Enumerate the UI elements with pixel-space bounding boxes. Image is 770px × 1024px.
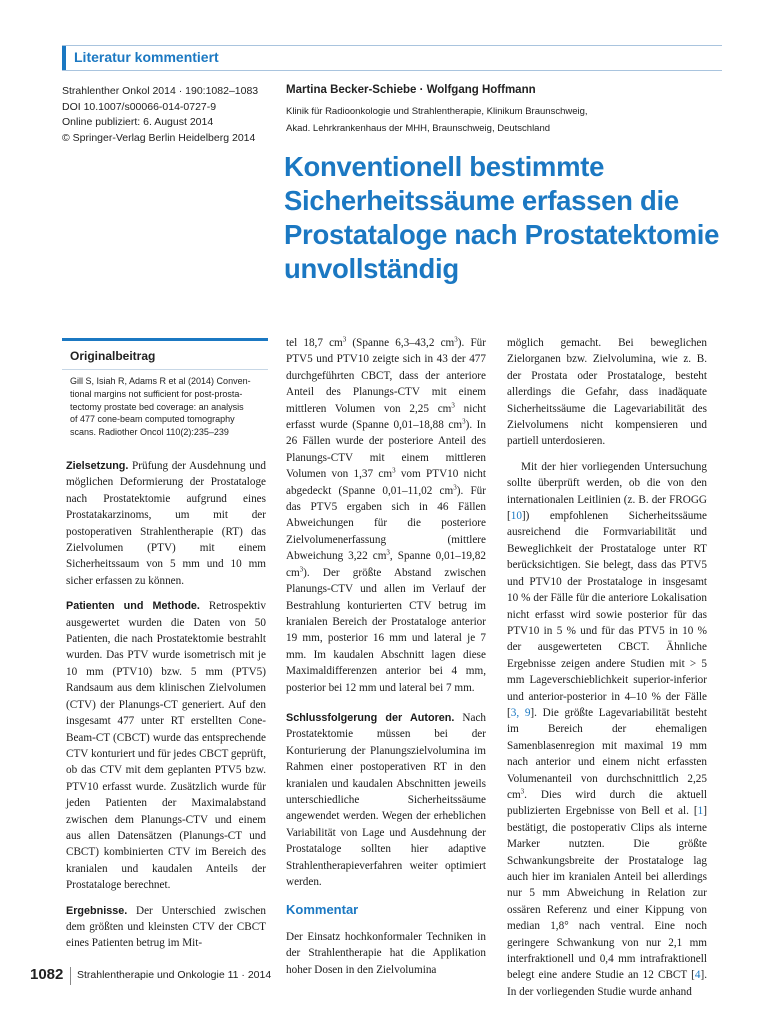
citation-link[interactable]: 4 — [694, 969, 701, 982]
text-run: ] bestätigt, die postoperativ Clips als interne Marker nutzten. Die größte Schwankungsbreite der Prostataloge lag auch hier im kranialen Anteil bei allerdings nur 5 mm Abweichung in Relation zur ossären Referenz und einer Kippung von median 1,8° nach ventral. Eine noch geringere Schwankung von nur 2,1 mm interfraktionell und 0,4 mm intrafraktionell belegt eine andere Studie an 12 CBCT [ — [507, 805, 707, 982]
original-article-reference — [62, 370, 268, 439]
text-run: ). Für das PTV5 ergaben sich in 46 Fällen Abweichungen für die posteriore Zielvolumenerfassung (mittlere Abweichung 3,22 cm — [286, 484, 486, 563]
superscript: 3 — [454, 335, 458, 344]
reference-line: Gill S, Isiah R, Adams R et al (2014) Conven- — [70, 376, 251, 386]
paragraph-heading: Schlussfolgerung der Autoren. — [286, 711, 455, 724]
meta-citation: Strahlenther Onkol 2014 · 190:1082–1083 — [62, 85, 259, 97]
superscript: 3 — [386, 548, 390, 557]
paragraph-heading: Ergebnisse. — [66, 904, 128, 917]
superscript: 3 — [520, 787, 525, 796]
text-column-2 — [286, 335, 486, 987]
reference-line: tectomy prostate bed coverage: an analysis — [70, 401, 244, 412]
meta-doi[interactable]: DOI 10.1007/s00066-014-0727-9 — [62, 100, 217, 113]
original-article-heading: Originalbeitrag — [62, 341, 268, 370]
text-run: ). Für PTV5 und PTV10 zeigte sich in 43 der 477 durchgeführten CBCT, dass der anteriore Anteil des Planungs-CTV mit einem mittleren Volumen von 2,25 cm — [286, 337, 486, 415]
paragraph-text: Der Einsatz hochkonformaler Techniken in der Strahlentherapie hat die Applikation hoher Dosen in den Zielvolumina — [286, 930, 486, 976]
text-run: tel 18,7 cm — [286, 337, 343, 349]
kommentar-paragraph — [286, 929, 486, 978]
text-run: . Dies wird durch die aktuell publizierten Ergebnisse von Bell et al. [ — [507, 788, 707, 818]
text-run: ). In 26 Fällen wurde der posteriore Anteil des Planungs-CTV mit einem mittleren Volumen von 1,37 cm — [286, 419, 487, 481]
reference-line: tional margins not sufficient for post-prosta- — [70, 388, 243, 399]
paragraph-text: möglich gemacht. Bei beweglichen Zielorganen bzw. Zielvolumina, wie z. B. der Prostata oder Prostataloge, besteht allerdings die Gefahr, dass inadäquate Sicherheitssäume die Lagevariabilität des Zielvolumens nicht kompensieren und partiell unterdosieren. — [507, 337, 707, 448]
superscript: 3 — [462, 417, 466, 426]
page-number: 1082 — [30, 966, 64, 983]
paragraph-text: Retrospektiv ausgewertet wurden die Daten von 50 Patienten, die nach Prostatektomie bestrahlt wurden. Das PTV wurde isometrisch mit je 10 mm (PTV10) bzw. 5 mm (PTV5) Randsaum aus dem klinischen Zielvolumen (CTV) der Planungs-CT generiert. Auf den insgesamt 477 unter RT erstellten Cone-Beam-CT (CBCT) wurde das entsprechende CTV konturiert und für jedes CBCT geprüft, ob das CTV mit dem geplanten PTV5 bzw. PTV10 erfasst wurde. Zusätzlich wurde für jeden Patienten der Maximalabstand zwischen dem Planungs-CTV und einem aus allen Datensätzen (Planungs-CT und CBCT) kombinierten CTV im Bereich des kranialen und kaudalen Anteils der Prostataloge berechnet. — [66, 600, 267, 892]
paragraph-text: Prüfung der Ausdehnung und möglichen Deformierung der Prostataloge nach Prostatektomie aufgrund eines Prostatakarzinoms, um mit der postoperativen Strahlentherapie (RT) das Zielvolumen (PTV) mit einem Sicherheitssaum von 5 mm und 10 mm sicher erfassen zu können. — [66, 460, 266, 587]
text-column-1 — [66, 458, 266, 961]
authors: Martina Becker-Schiebe · Wolfgang Hoffmann — [286, 84, 536, 96]
citation-link[interactable]: 1 — [697, 805, 704, 818]
citation-link[interactable]: 3, 9 — [510, 706, 531, 719]
reference-line: of 477 cone-beam computed tomography — [70, 414, 235, 425]
text-run: ]. In der vorliegenden Studie wurde anhand — [507, 969, 707, 998]
title-line: Konventionell bestimmte — [284, 151, 605, 182]
affiliation — [286, 103, 588, 137]
title-line: Prostataloge nach Prostatektomie — [284, 219, 720, 250]
reference-line: scans. Radiother Oncol 110(2):235–239 — [70, 427, 229, 438]
abstract-methods — [66, 598, 266, 893]
article-meta — [62, 84, 272, 146]
text-run: , Spanne 0,01–19,82 cm — [286, 550, 486, 579]
paragraph-text: Nach Prostatektomie müssen bei der Konturierung der Planungszielvolumina im Rahmen einer postoperativen RT in den kranialen und kaudalen Abschnitten jeweils unterschiedliche Sicherheitssäume angewendet werden. Wegen der erheblichen Variabilität von Lage und Ausdehnung der Prostataloge sollten hier adaptive Strahlentherapieverfahren weiter optimiert werden. — [286, 711, 486, 888]
affiliation-line: Klinik für Radioonkologie und Strahlentherapie, Klinikum Braunschweig, — [286, 106, 588, 117]
article-title — [284, 150, 724, 286]
title-line: Sicherheitssäume erfassen die — [284, 185, 679, 216]
title-line: unvollständig — [284, 253, 459, 284]
citation-link[interactable]: 10 — [510, 510, 522, 523]
abstract-objective — [66, 458, 266, 589]
section-accent-bar — [62, 46, 66, 70]
kommentar-heading: Kommentar — [286, 902, 359, 918]
text-run: ]. Die größte Lagevariabilität besteht im Bereich der ehemaligen Samenblasenregion mit maximal 19 mm nach anterior und einem nicht erfassten Volumenanteil von durchschnittlich 2,25 cm — [507, 706, 707, 801]
kommentar-paragraph — [507, 335, 707, 450]
superscript: 3 — [451, 400, 455, 409]
text-run: (Spanne 6,3–43,2 cm — [346, 337, 455, 349]
text-column-3 — [507, 335, 707, 1009]
original-article-box — [62, 338, 268, 449]
text-run: nicht erfasst wurde (Spanne 0,01–18,88 cm — [286, 402, 487, 432]
text-run: ). Der größte Abstand zwischen Planungs-CTV und allen im Verlauf der Bestrahlung konturierten CTV betrug im kranialen Bereich der Prostataloge anterior 19 mm, posterior 16 mm und lateral je 7 mm. Im kaudalen Abschnitt lagen diese Maximaldifferenzen anterior bei 4 mm, posterior bei 12 mm und lateral bei 7 mm. — [286, 566, 486, 694]
superscript: 3 — [453, 482, 457, 491]
meta-copyright: © Springer-Verlag Berlin Heidelberg 2014 — [62, 131, 256, 144]
abstract-conclusion — [286, 710, 486, 890]
paragraph-heading: Zielsetzung. — [66, 460, 129, 472]
superscript: 3 — [392, 466, 396, 475]
text-run: vom PTV10 nicht abgedeckt (Spanne 0,01–11,02 cm — [286, 468, 486, 497]
journal-name: Strahlentherapie und Onkologie 11 · 2014 — [77, 969, 272, 981]
superscript: 3 — [342, 335, 347, 344]
meta-online-date: Online publiziert: 6. August 2014 — [62, 116, 214, 128]
paragraph-text: Der Unterschied zwischen dem größten und kleinsten CTV der CBCT eines Patienten betrug im Mit- — [66, 904, 266, 950]
text-run: ]) empfohlenen Sicherheitssäume ausreichend die Formvariabilität und Beweglichkeit der Prostataloge unter RT berücksichtigen. Sie belegt, dass das PTV5 und PTV10 der Prostataloge in insgesamt 10 % der Fälle für die anteriore Lokalisation nicht erfasst wird sowie posterior für das PTV10 in 5 % und für das PTV5 in 10 % der ausgewerteten CBCT. Ähnliche Ergebnisse zeigen andere Studien mit > 5 mm Lageverschieblichkeit superior-inferior und anterior-posterior in 4–10 % der Fälle [ — [507, 510, 707, 719]
footer-divider — [70, 967, 71, 985]
abstract-results — [66, 903, 266, 952]
section-header — [62, 45, 722, 71]
section-label: Literatur kommentiert — [74, 49, 219, 65]
paragraph-heading: Patienten und Methode. — [66, 600, 200, 613]
kommentar-paragraph — [507, 459, 707, 1000]
affiliation-line: Akad. Lehrkrankenhaus der MHH, Braunschweig, Deutschland — [286, 123, 551, 134]
abstract-results-continued — [286, 335, 486, 696]
text-run: Mit der hier vorliegenden Untersuchung sollte überprüft werden, ob die von den internationalen Leitlinien (z. B. der FROGG [ — [507, 460, 707, 523]
superscript: 3 — [299, 564, 304, 573]
